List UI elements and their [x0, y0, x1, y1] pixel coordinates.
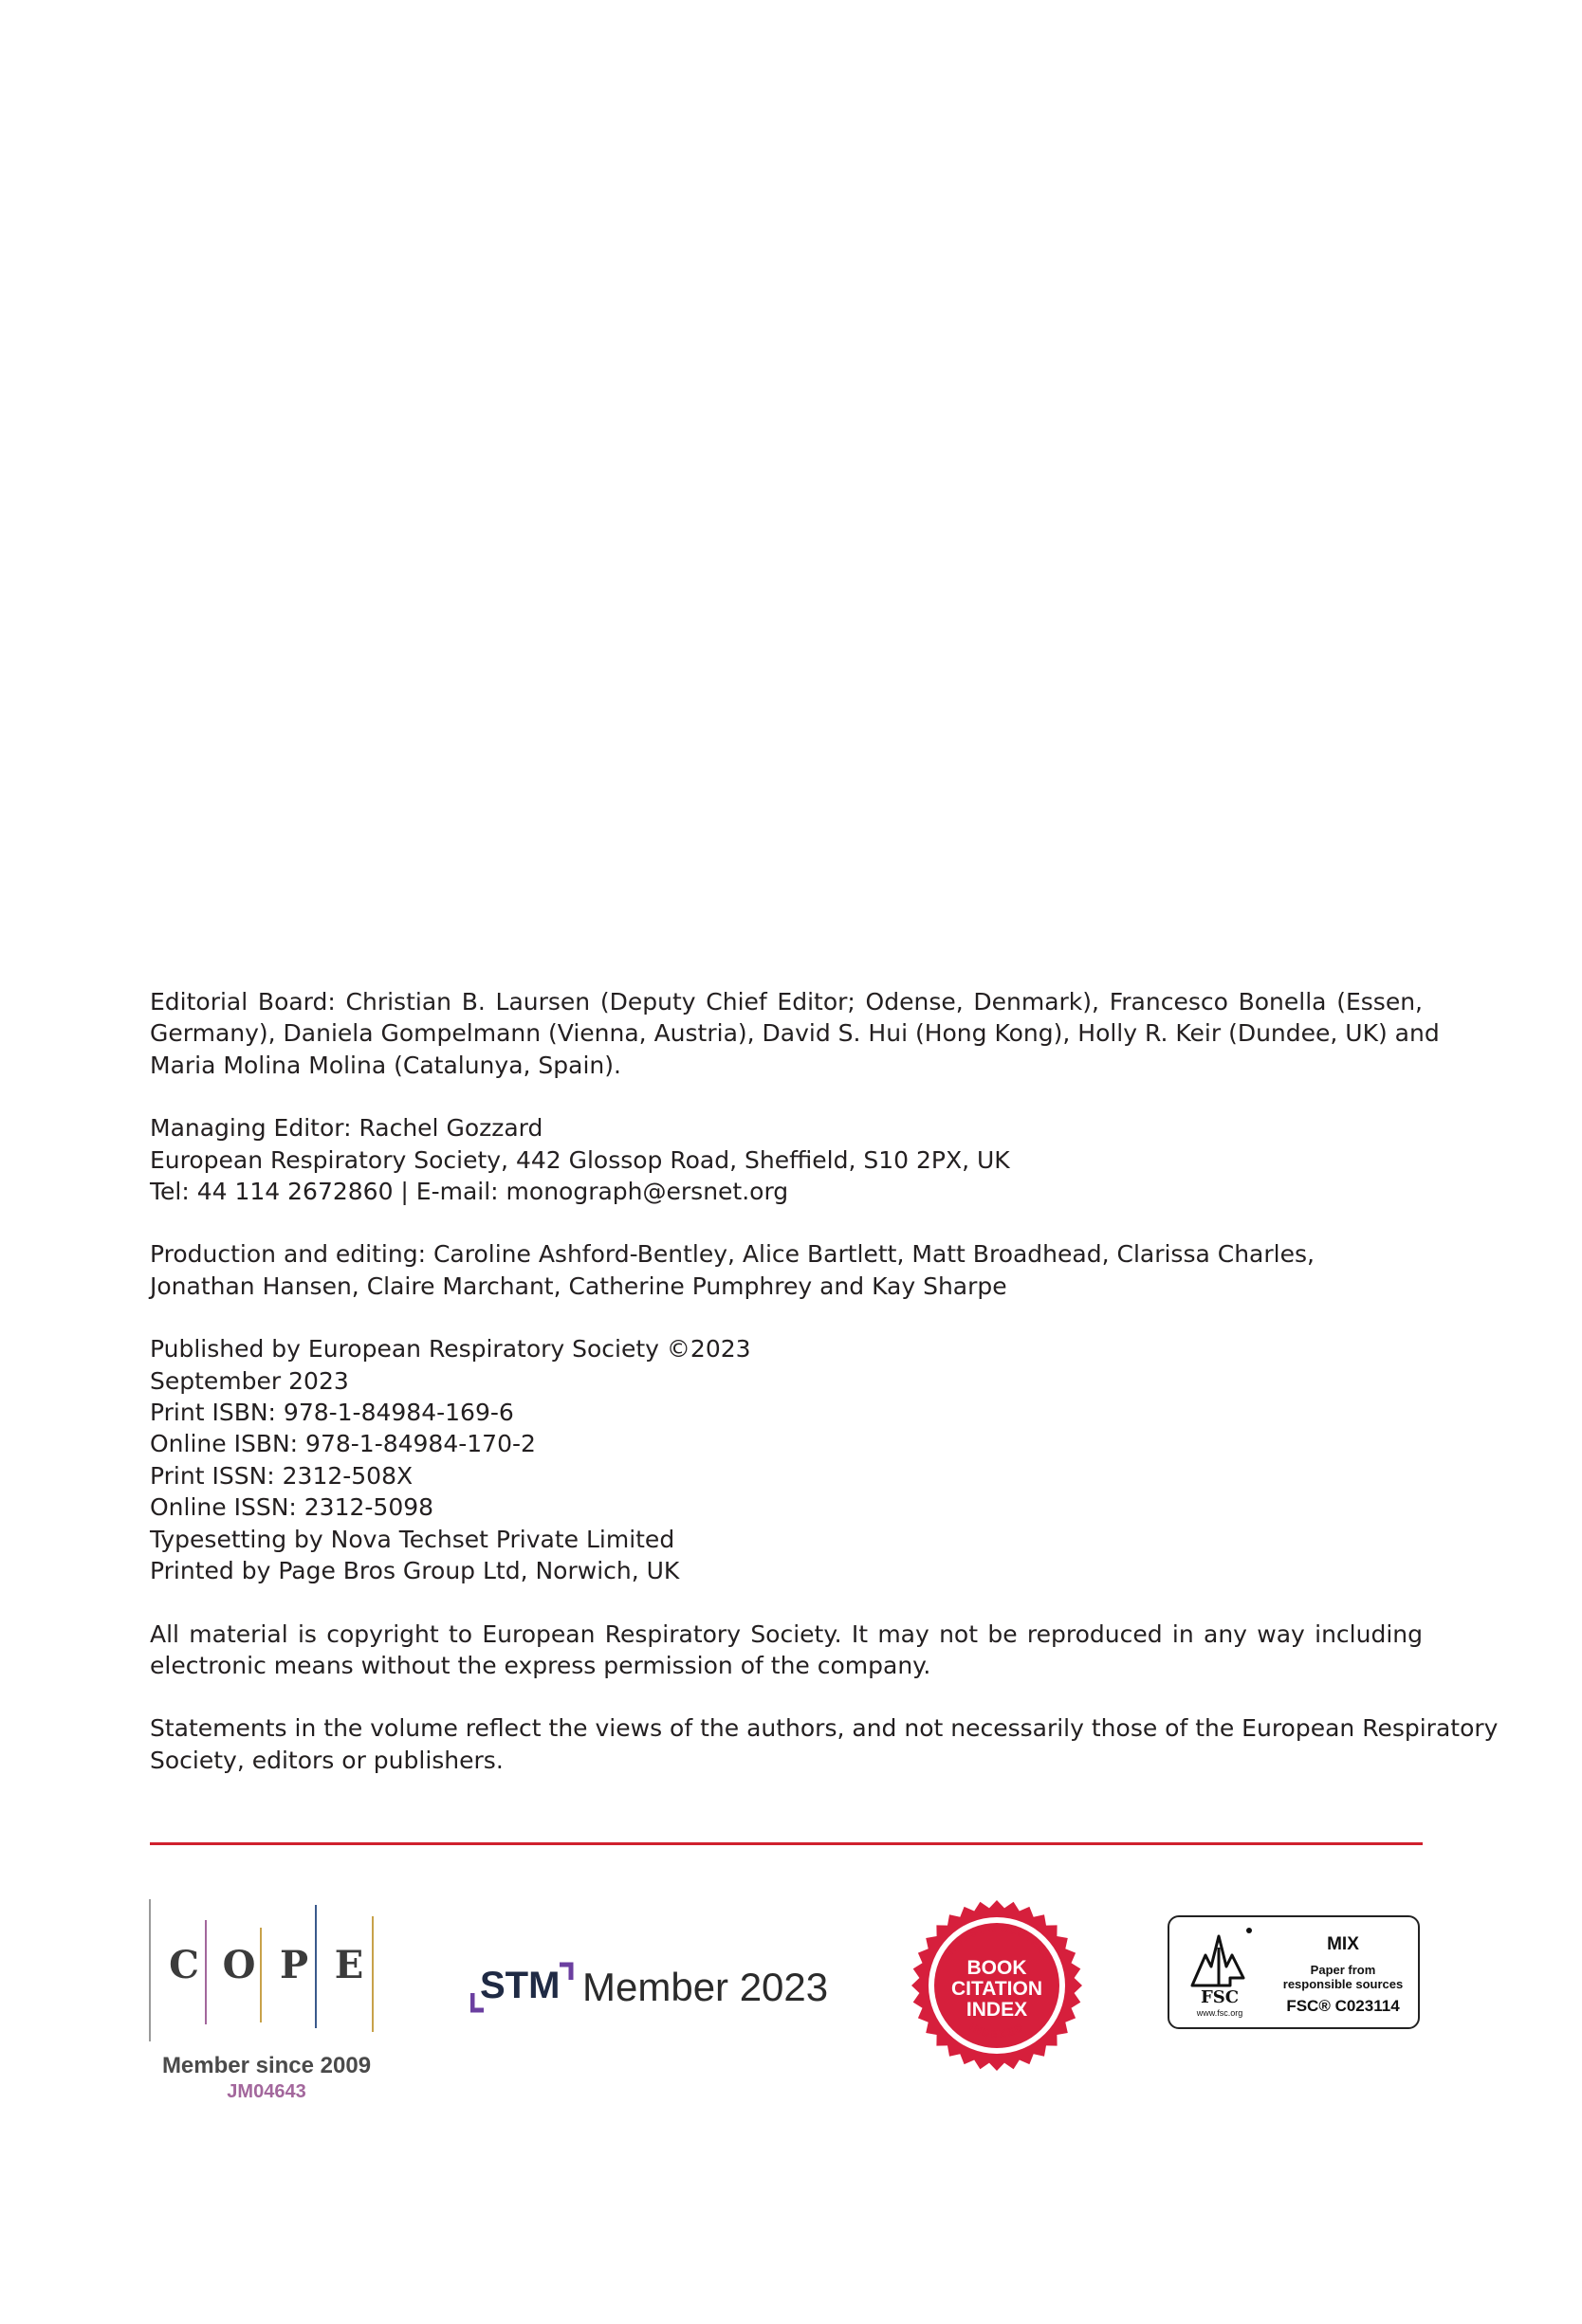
published-by: Published by European Respiratory Society ©2023: [150, 1335, 751, 1363]
editorial-board-line: Germany), Daniela Gompelmann (Vienna, Austria), David S. Hui (Hong Kong), Holly R. Keir (Dundee, UK) and: [150, 1019, 1440, 1048]
fsc-tree-icon: [1173, 1919, 1268, 1995]
fsc-paper: [1272, 1963, 1414, 1991]
seal-bottom-arc: INDEXED: [966, 2021, 1027, 2040]
cope-letter: C: [169, 1943, 199, 1987]
editorial-board-line: Editorial Board: Christian B. Laursen (Deputy Chief Editor; Odense, Denmark), Francesco Bonella (Essen,: [150, 988, 1423, 1016]
seal-line: INDEX: [966, 1999, 1028, 2021]
online-issn: Online ISSN: 2312-5098: [150, 1493, 434, 1522]
fsc-logo: [1168, 1915, 1420, 2029]
cope-logo: [148, 1899, 385, 2108]
contact-info: Tel: 44 114 2672860 | E-mail: monograph@ersnet.org: [150, 1178, 789, 1206]
statements-line: Society, editors or publishers.: [150, 1746, 504, 1774]
seal-line: BOOK: [966, 1957, 1027, 1979]
production-line: Production and editing: Caroline Ashford-Bentley, Alice Bartlett, Matt Broadhead, Clarissa Charles,: [150, 1240, 1315, 1269]
stm-member-text: Member 2023: [582, 1965, 829, 2009]
editorial-board-line: Maria Molina Molina (Catalunya, Spain).: [150, 1051, 621, 1079]
seal-top-arc: THOMSON REUTERS: [940, 1922, 1054, 1964]
printed-by: Printed by Page Bros Group Ltd, Norwich, UK: [150, 1557, 680, 1585]
book-citation-seal: [911, 1899, 1083, 2072]
stm-logo: [470, 1961, 850, 2018]
fsc-paper-line: responsible sources: [1282, 1977, 1404, 1991]
fsc-paper-line: Paper from: [1310, 1963, 1376, 1977]
print-issn: Print ISSN: 2312-508X: [150, 1461, 414, 1490]
fsc-website: www.fsc.org: [1196, 2008, 1243, 2018]
statements-line: Statements in the volume reflect the views of the authors, and not necessarily those of the European Respiratory: [150, 1714, 1499, 1743]
seal-line: CITATION: [950, 1978, 1043, 2000]
cope-member-since: Member since 2009: [161, 2053, 372, 2078]
stm-wordmark: STM: [480, 1965, 561, 2006]
cope-letter: E: [334, 1943, 364, 1987]
cope-member-id: JM04643: [227, 2081, 306, 2102]
publication-date: September 2023: [150, 1366, 349, 1395]
online-isbn: Online ISBN: 978-1-84984-170-2: [150, 1430, 536, 1458]
copyright-line: electronic means without the express permission of the company.: [150, 1651, 931, 1679]
cope-letter: O: [222, 1943, 256, 1987]
cope-letter: P: [279, 1943, 309, 1987]
fsc-mix: MIX: [1327, 1934, 1359, 1954]
seal-title: [911, 1958, 1083, 2021]
copyright-line: All material is copyright to European Respiratory Society. It may not be reproduced in any way including: [150, 1619, 1423, 1648]
production-line: Jonathan Hansen, Claire Marchant, Catherine Pumphrey and Kay Sharpe: [150, 1272, 1007, 1300]
fsc-label: FSC: [1200, 1987, 1240, 2007]
society-address: European Respiratory Society, 442 Glossop Road, Sheffield, S10 2PX, UK: [150, 1145, 1010, 1174]
fsc-code: FSC® C023114: [1286, 1997, 1400, 2015]
typesetting: Typesetting by Nova Techset Private Limited: [150, 1525, 675, 1553]
managing-editor: Managing Editor: Rachel Gozzard: [150, 1114, 543, 1143]
print-isbn: Print ISBN: 978-1-84984-169-6: [150, 1399, 514, 1427]
